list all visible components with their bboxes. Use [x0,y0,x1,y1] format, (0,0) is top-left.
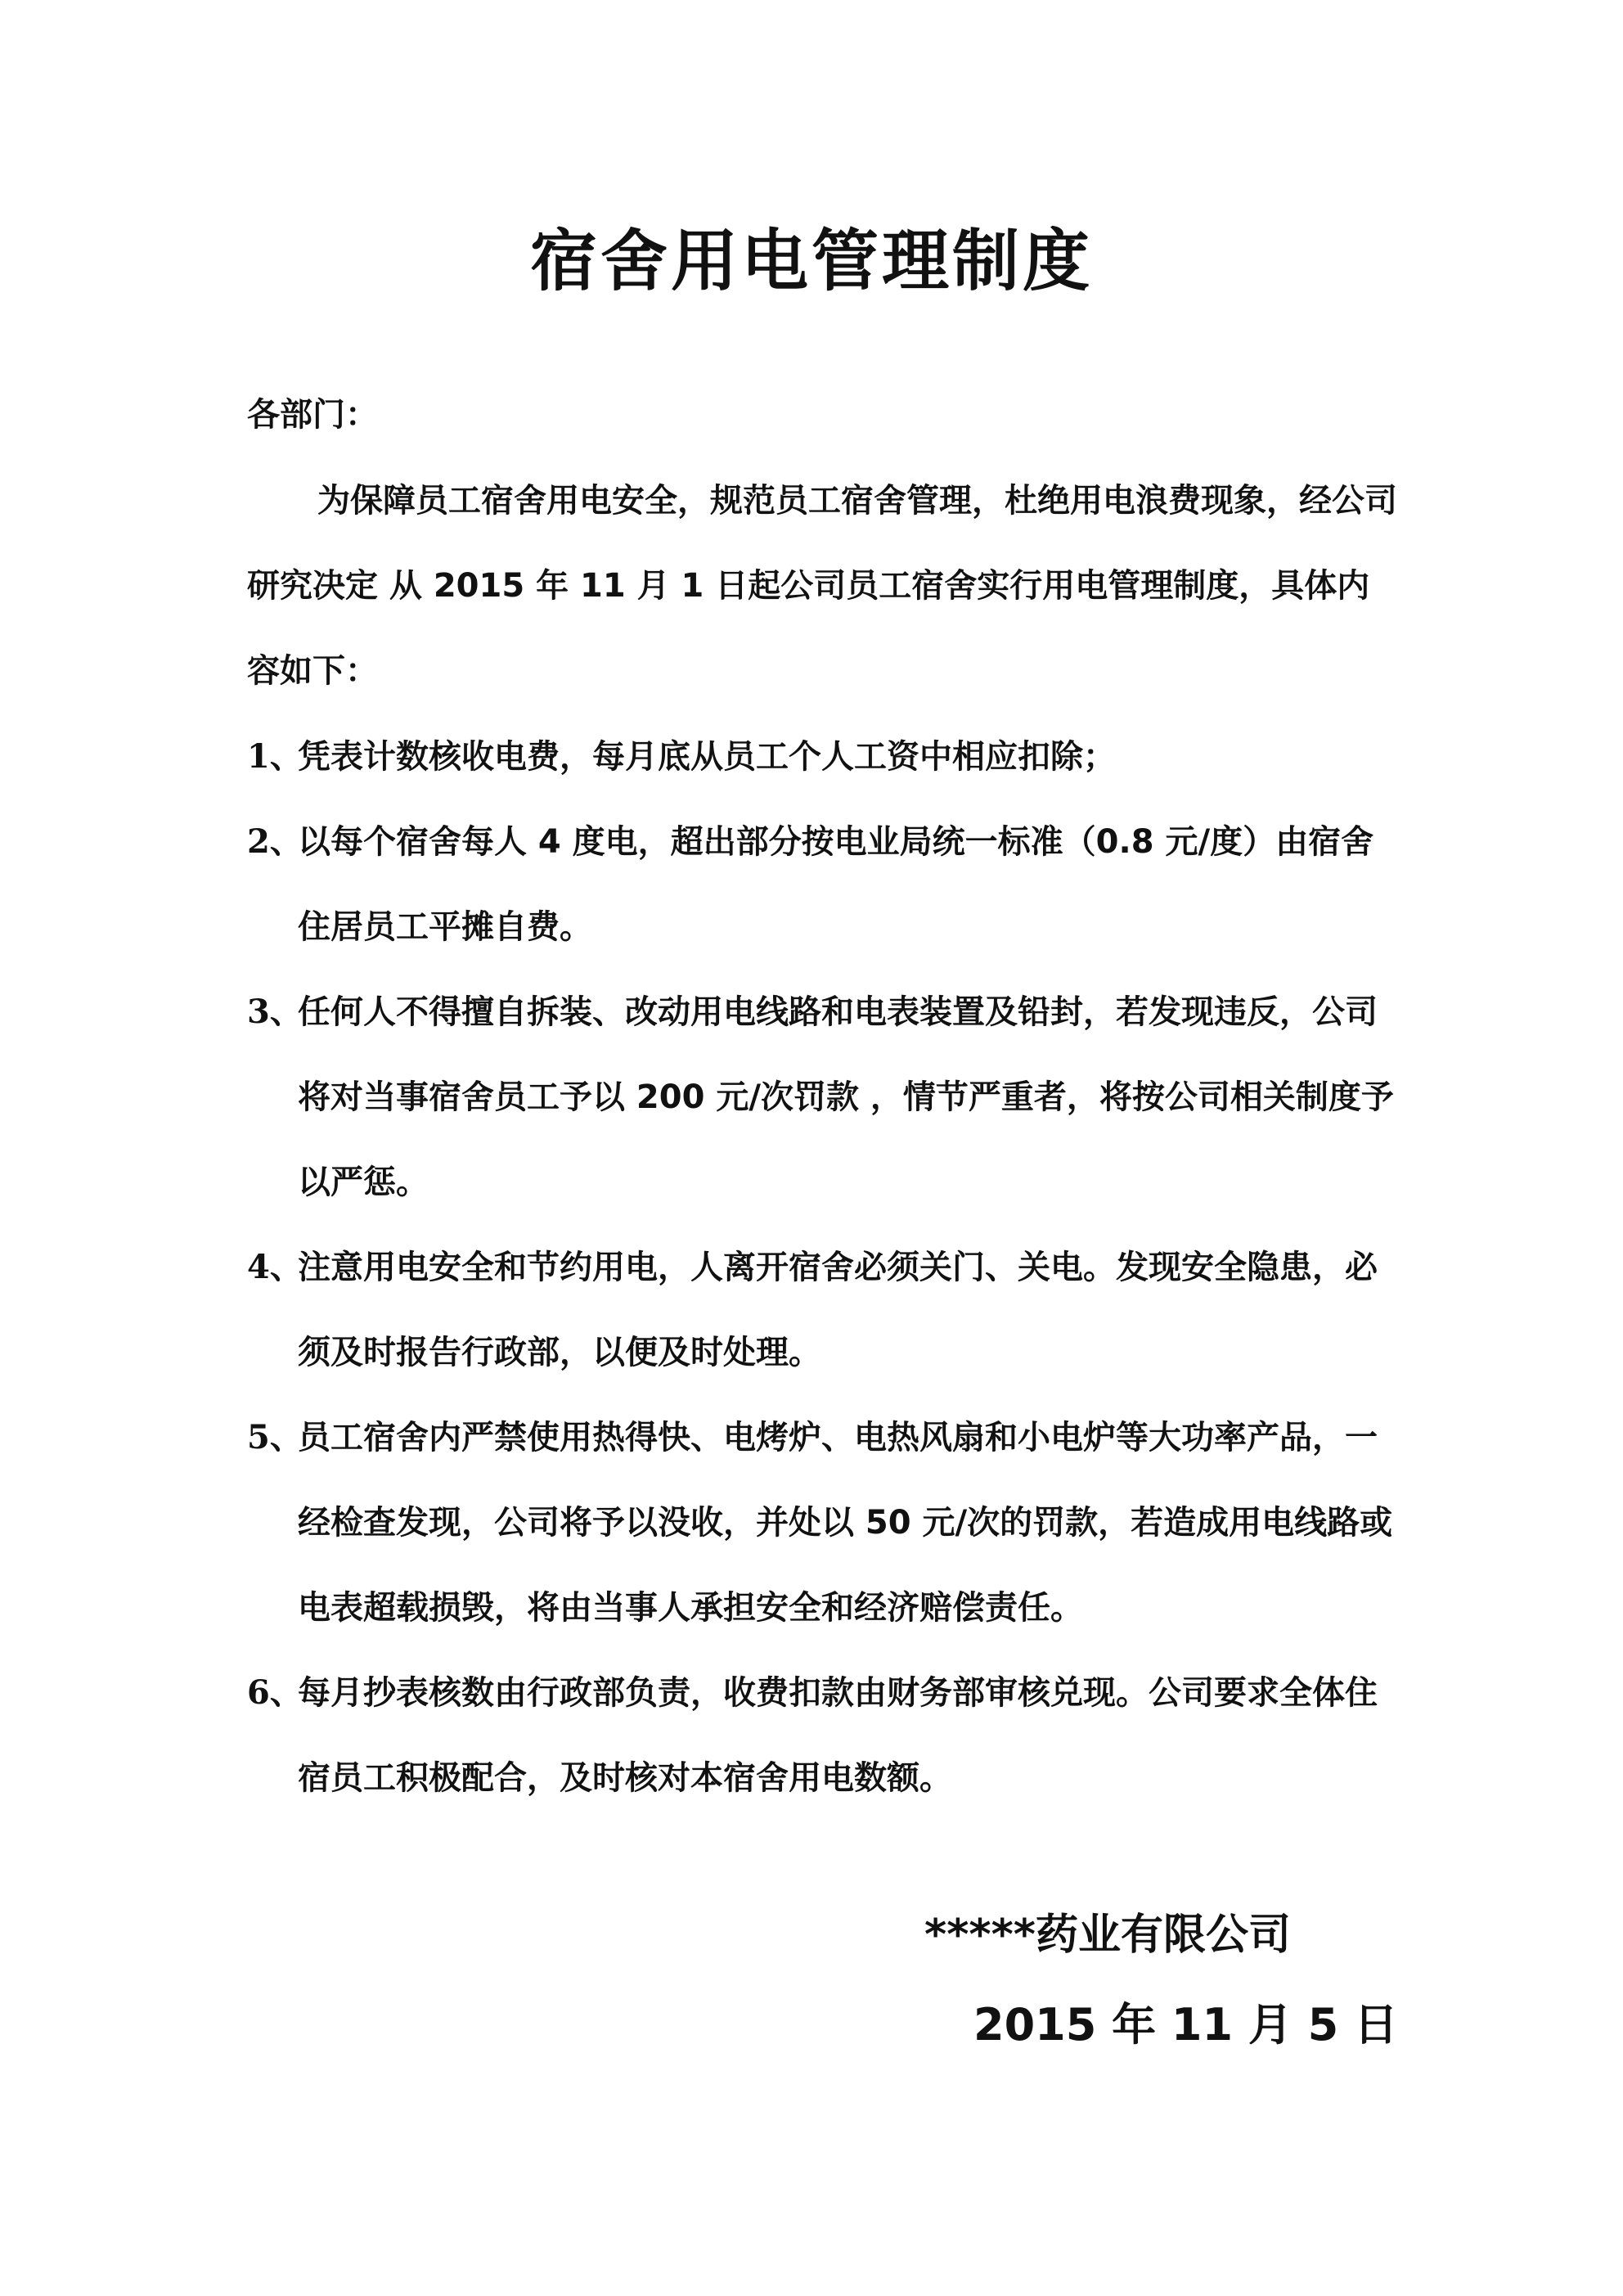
signature-date: 2015 年 11 月 5 日 [973,1999,1399,2051]
rule-item-4 [247,1225,1400,1395]
rule-item-2 [247,799,1400,970]
intro-paragraph: 为保障员工宿舍用电安全，规范员工宿舍管理，杜绝用电浪费现象，经公司研究决定 从 2015 年 11 月 1 日起公司员工宿舍实行用电管理制度，具体内容如下： [247,482,1397,690]
rule-number: 5、 [247,1418,303,1456]
rule-text: 注意用电安全和节约用电，人离开宿舍必须关门、关电。发现安全隐患，必须及时报告行政部，以便及时处理。 [298,1249,1378,1371]
rule-item-1 [247,714,1400,799]
rule-number: 2、 [247,822,303,861]
rule-item-3 [247,970,1400,1225]
document-title: 宿舍用电管理制度 [529,223,1093,300]
rule-text: 员工宿舍内严禁使用热得快、电烤炉、电热风扇和小电炉等大功率产品，一经检查发现，公司将予以没收，并处以 50 元/次的罚款，若造成用电线路或电表超载损毁，将由当事人承担安全和经济赔偿责任。 [298,1419,1393,1627]
rule-item-6 [247,1650,1400,1821]
rule-text: 以每个宿舍每人 4 度电，超出部分按电业局统一标准（0.8 元/度）由宿舍住居员工平摊自费。 [298,823,1374,946]
rule-number: 6、 [247,1673,303,1712]
rule-text: 凭表计数核收电费，每月底从员工个人工资中相应扣除； [298,738,1116,776]
signature-company: *****药业有限公司 [924,1911,1291,1960]
salutation: 各部门： [247,396,378,434]
rules-list [247,714,1400,1821]
rule-number: 4、 [247,1248,303,1286]
rule-text: 每月抄表核数由行政部负责，收费扣款由财务部审核兑现。公司要求全体住宿员工积极配合，及时核对本宿舍用电数额。 [298,1674,1378,1797]
rule-number: 1、 [247,737,303,776]
rule-number: 3、 [247,993,303,1031]
rule-item-5 [247,1395,1400,1650]
rule-text: 任何人不得擅自拆装、改动用电线路和电表装置及铅封，若发现违反，公司将对当事宿舍员工予以 200 元/次罚款 ，情节严重者，将按公司相关制度予以严惩。 [298,993,1394,1201]
